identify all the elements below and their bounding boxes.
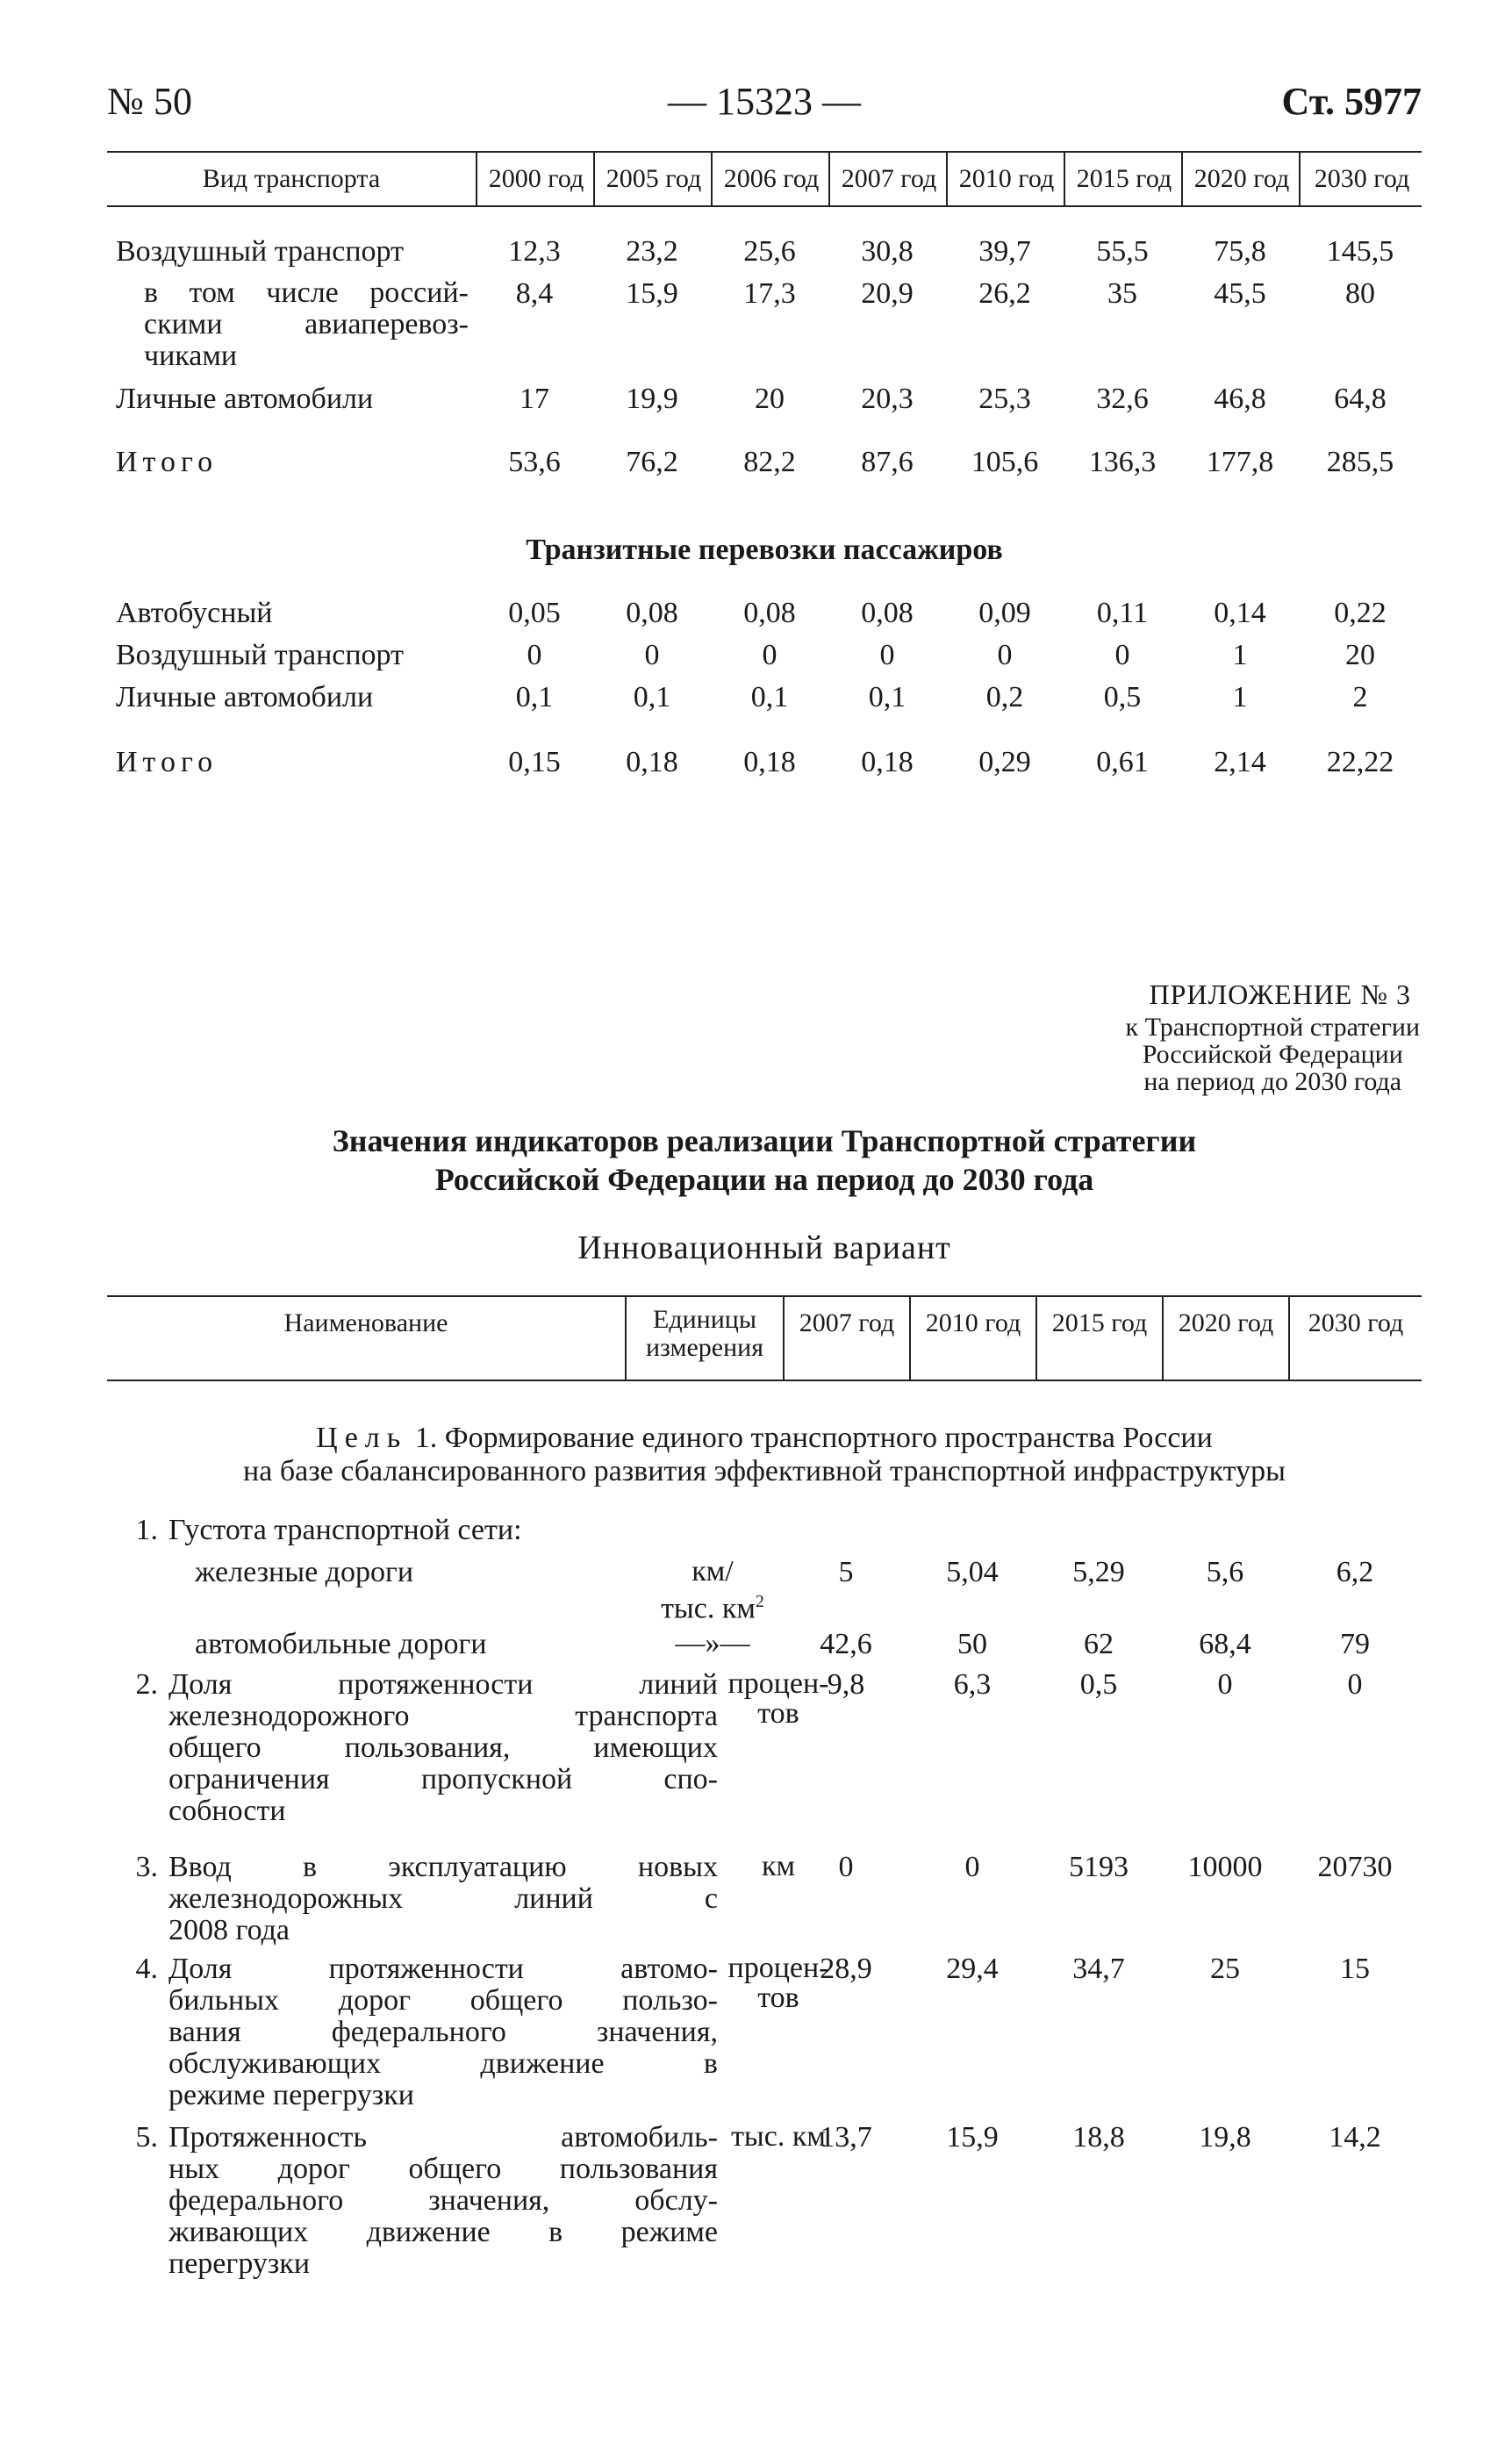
row-label: Итого (116, 446, 219, 478)
table-cell: 0,1 (750, 681, 789, 713)
table-cell: 82,2 (743, 446, 796, 478)
table-cell: 17,3 (743, 277, 796, 310)
row-text-line: вания федерального значения, (168, 2016, 718, 2048)
table-cell: 0,22 (1334, 597, 1387, 629)
table-cell: 0 (964, 1851, 980, 1883)
document-title (107, 1122, 1422, 1199)
row-text-line: режиме перегрузки (168, 2079, 414, 2111)
table-cell: 20,9 (861, 277, 914, 310)
row-text-line: собности (168, 1795, 286, 1827)
table-cell: 0,1 (633, 681, 671, 713)
goal-line: 1. Формирование единого транспортного пространства России (414, 1422, 1213, 1454)
table-cell: 28,9 (820, 1953, 872, 1985)
table-cell: 145,5 (1326, 235, 1394, 268)
row-text (168, 1953, 718, 2111)
table-cell: 0 (838, 1851, 854, 1883)
table-cell: 80 (1345, 277, 1375, 310)
table-cell: 0 (762, 639, 777, 671)
table-cell: 79 (1340, 1628, 1370, 1660)
col-2015: 2015 год (1064, 153, 1183, 205)
title-line: Российской Федерации на период до 2030 года (434, 1162, 1094, 1197)
table-cell: 20 (1345, 639, 1375, 671)
table-cell: 0,08 (626, 597, 678, 629)
row-label: Итого (116, 746, 219, 778)
unit-line: тов (757, 1982, 799, 2014)
table-cell: 55,5 (1096, 235, 1149, 268)
table-cell: 0,18 (743, 746, 796, 778)
table-cell: 19,8 (1199, 2121, 1251, 2154)
table-cell: 62 (1084, 1628, 1114, 1660)
table-cell: 25,3 (978, 383, 1031, 415)
table-cell: 68,4 (1199, 1628, 1251, 1660)
page-number: — 15323 — (668, 80, 861, 123)
table-cell: 10000 (1187, 1851, 1263, 1883)
table-cell: 12,3 (508, 235, 561, 268)
table-cell: 0,05 (508, 597, 561, 629)
row-number: 5. (135, 2121, 158, 2154)
table-cell: 0 (879, 639, 895, 671)
table-cell: 0,18 (626, 746, 678, 778)
col-2015: 2015 год (1035, 1297, 1162, 1380)
row-label: Воздушный транспорт (116, 235, 404, 268)
row-number: 4. (135, 1953, 158, 1985)
table-cell: 0,5 (1103, 681, 1142, 713)
table-cell: 0,08 (861, 597, 914, 629)
table-cell: 105,6 (971, 446, 1039, 478)
row-text (168, 1852, 718, 1946)
table-cell: 8,4 (515, 277, 554, 310)
col-2000: 2000 год (476, 153, 595, 205)
row-text: автомобильные дороги (195, 1628, 487, 1660)
col-transport-type: Вид транспорта (202, 164, 381, 193)
row-text-line: живающих движение в режиме (168, 2216, 718, 2248)
table-cell: 20,3 (861, 383, 914, 415)
unit-line: тов (757, 1697, 799, 1730)
table-cell: 9,8 (827, 1668, 865, 1701)
table-cell: 53,6 (508, 446, 561, 478)
goal-heading (107, 1422, 1422, 1488)
col-2030: 2030 год (1299, 153, 1423, 205)
appendix-subtitle (1126, 1014, 1421, 1095)
table-cell: 19,9 (626, 383, 678, 415)
table-cell: 14,2 (1329, 2121, 1381, 2154)
row-text-line: 2008 года (168, 1914, 290, 1946)
col-units-line: измерения (645, 1333, 763, 1362)
table-cell: 6,3 (953, 1668, 992, 1701)
table-cell: 15,9 (946, 2121, 999, 2154)
appendix-line: на период до 2030 года (1143, 1067, 1402, 1096)
table-cell: 0,09 (978, 597, 1031, 629)
row-unit: тыс. км (731, 2120, 826, 2153)
table-cell: 0,08 (743, 597, 796, 629)
row-text-line: бильных дорог общего пользо- (168, 1984, 718, 2017)
row-label (144, 277, 469, 372)
col-2005: 2005 год (593, 153, 713, 205)
table-cell: 75,8 (1214, 235, 1266, 268)
col-2010: 2010 год (946, 153, 1065, 205)
col-units (625, 1297, 783, 1380)
table2-header (107, 1295, 1422, 1381)
row-label: Личные автомобили (116, 383, 374, 415)
table-cell: 0,14 (1214, 597, 1266, 629)
unit-line: км/ (692, 1555, 734, 1588)
table-cell: 0 (527, 639, 542, 671)
table-cell: 42,6 (820, 1628, 872, 1660)
table-cell: 32,6 (1096, 383, 1149, 415)
row-text-line: ограничения пропускной спо- (168, 1763, 718, 1795)
table-cell: 6,2 (1336, 1556, 1374, 1588)
goal-line: на базе сбалансированного развития эффективной транспортной инфраструктуры (243, 1455, 1286, 1487)
row-text-line: железнодорожного транспорта (168, 1700, 718, 1732)
table-cell: 285,5 (1326, 446, 1394, 478)
col-2007: 2007 год (783, 1297, 909, 1380)
row-text-line: Ввод в эксплуатацию новых (168, 1851, 718, 1883)
row-unit (634, 1557, 792, 1623)
unit-line: тыс. км (661, 1592, 756, 1625)
row-text-line: обслуживающих движение в (168, 2047, 718, 2080)
table-cell: 5,6 (1206, 1556, 1244, 1588)
issue-number: № 50 (107, 80, 192, 123)
appendix-title: ПРИЛОЖЕНИЕ № 3 (1149, 978, 1411, 1010)
row-text-line: железнодорожных линий с (168, 1882, 718, 1915)
transit-subheading: Транзитные перевозки пассажиров (526, 534, 1003, 566)
col-2030: 2030 год (1288, 1297, 1422, 1380)
unit-line: процен- (727, 1952, 829, 1984)
table-cell: 0,2 (985, 681, 1024, 713)
table-cell: 87,6 (861, 446, 914, 478)
table-cell: 64,8 (1334, 383, 1387, 415)
table-cell: 76,2 (626, 446, 678, 478)
appendix-line: к Транспортной стратегии (1125, 1013, 1420, 1042)
row-label: Личные автомобили (116, 681, 374, 713)
table-cell: 26,2 (978, 277, 1031, 310)
table-cell: 0 (1114, 639, 1130, 671)
title-line: Значения индикаторов реализации Транспортной стратегии (332, 1123, 1197, 1158)
table-cell: 13,7 (820, 2121, 872, 2154)
table-cell: 0 (644, 639, 660, 671)
table-cell: 0,29 (978, 746, 1031, 778)
table1-header (107, 151, 1422, 207)
row-text-line: перегрузки (168, 2247, 311, 2280)
row-text-line: ных дорог общего пользования (168, 2153, 718, 2185)
table-cell: 30,8 (861, 235, 914, 268)
table-cell: 5193 (1069, 1851, 1129, 1883)
col-2006: 2006 год (711, 153, 830, 205)
table-cell: 34,7 (1072, 1953, 1125, 1985)
table-cell: 25,6 (743, 235, 796, 268)
row-number: 2. (135, 1668, 158, 1701)
unit-line: процен- (727, 1667, 829, 1700)
row-number: 3. (135, 1851, 158, 1883)
table-cell: 0,11 (1096, 597, 1149, 629)
goal-prefix: Цель (316, 1422, 408, 1454)
row-text-line: федерального значения, обслу- (168, 2184, 718, 2217)
row-label: Воздушный транспорт (116, 639, 404, 671)
table-cell: 17 (520, 383, 549, 415)
col-2020: 2020 год (1181, 153, 1301, 205)
table-cell: 0 (1347, 1668, 1363, 1701)
table-cell: 5 (838, 1556, 854, 1588)
table-cell: 50 (957, 1628, 987, 1660)
row-label-line: чиками (144, 340, 238, 372)
table-cell: 0,18 (861, 746, 914, 778)
table-cell: 45,5 (1214, 277, 1266, 310)
table-cell: 0 (1217, 1668, 1233, 1701)
table-cell: 1 (1232, 681, 1248, 713)
row-label-line: в том числе россий- (144, 276, 469, 309)
row-unit: км (761, 1850, 796, 1882)
table-cell: 136,3 (1088, 446, 1157, 478)
table-cell: 15,9 (626, 277, 678, 310)
row-text (168, 1669, 718, 1827)
table-cell: 0,1 (515, 681, 554, 713)
page-header (107, 79, 1422, 132)
table-cell: 25 (1210, 1953, 1240, 1985)
table-cell: 39,7 (978, 235, 1031, 268)
table-cell: 0,61 (1096, 746, 1149, 778)
row-text: железные дороги (195, 1556, 414, 1588)
col-2020: 2020 год (1162, 1297, 1288, 1380)
appendix-line: Российской Федерации (1142, 1040, 1403, 1069)
row-unit: —»— (675, 1627, 750, 1659)
row-text (168, 2122, 718, 2280)
table-cell: 177,8 (1206, 446, 1274, 478)
table-cell: 46,8 (1214, 383, 1266, 415)
col-2007: 2007 год (828, 153, 948, 205)
table-cell: 29,4 (946, 1953, 999, 1985)
table-cell: 2 (1352, 681, 1368, 713)
unit-superscript: 2 (755, 1592, 764, 1611)
variant-heading: Инновационный вариант (577, 1229, 951, 1266)
table-cell: 20730 (1317, 1851, 1393, 1883)
table-cell: 23,2 (626, 235, 678, 268)
table-cell: 0,5 (1079, 1668, 1118, 1701)
table-cell: 20 (755, 383, 785, 415)
table-cell: 0,1 (868, 681, 906, 713)
table-cell: 15 (1340, 1953, 1370, 1985)
col-units-line: Единицы (653, 1305, 756, 1334)
table-cell: 2,14 (1214, 746, 1266, 778)
col-name: Наименование (283, 1308, 448, 1337)
row-text: Густота транспортной сети: (168, 1514, 522, 1546)
table-cell: 1 (1232, 639, 1248, 671)
table-cell: 22,22 (1326, 746, 1394, 778)
table-cell: 0 (997, 639, 1013, 671)
col-2010: 2010 год (909, 1297, 1035, 1380)
row-text-line: Доля протяженности линий (168, 1668, 718, 1701)
row-label: Автобусный (116, 597, 273, 629)
row-label-line: скими авиаперевоз- (144, 308, 469, 340)
table-cell: 5,29 (1072, 1556, 1125, 1588)
table-cell: 5,04 (946, 1556, 999, 1588)
table-cell: 35 (1107, 277, 1137, 310)
article-number: Ст. 5977 (1281, 80, 1422, 123)
table-cell: 0,15 (508, 746, 561, 778)
row-number: 1. (135, 1514, 158, 1546)
row-text-line: общего пользования, имеющих (168, 1731, 718, 1764)
row-text-line: Протяженность автомобиль- (168, 2121, 718, 2154)
table-cell: 18,8 (1072, 2121, 1125, 2154)
row-text-line: Доля протяженности автомо- (168, 1953, 718, 1985)
